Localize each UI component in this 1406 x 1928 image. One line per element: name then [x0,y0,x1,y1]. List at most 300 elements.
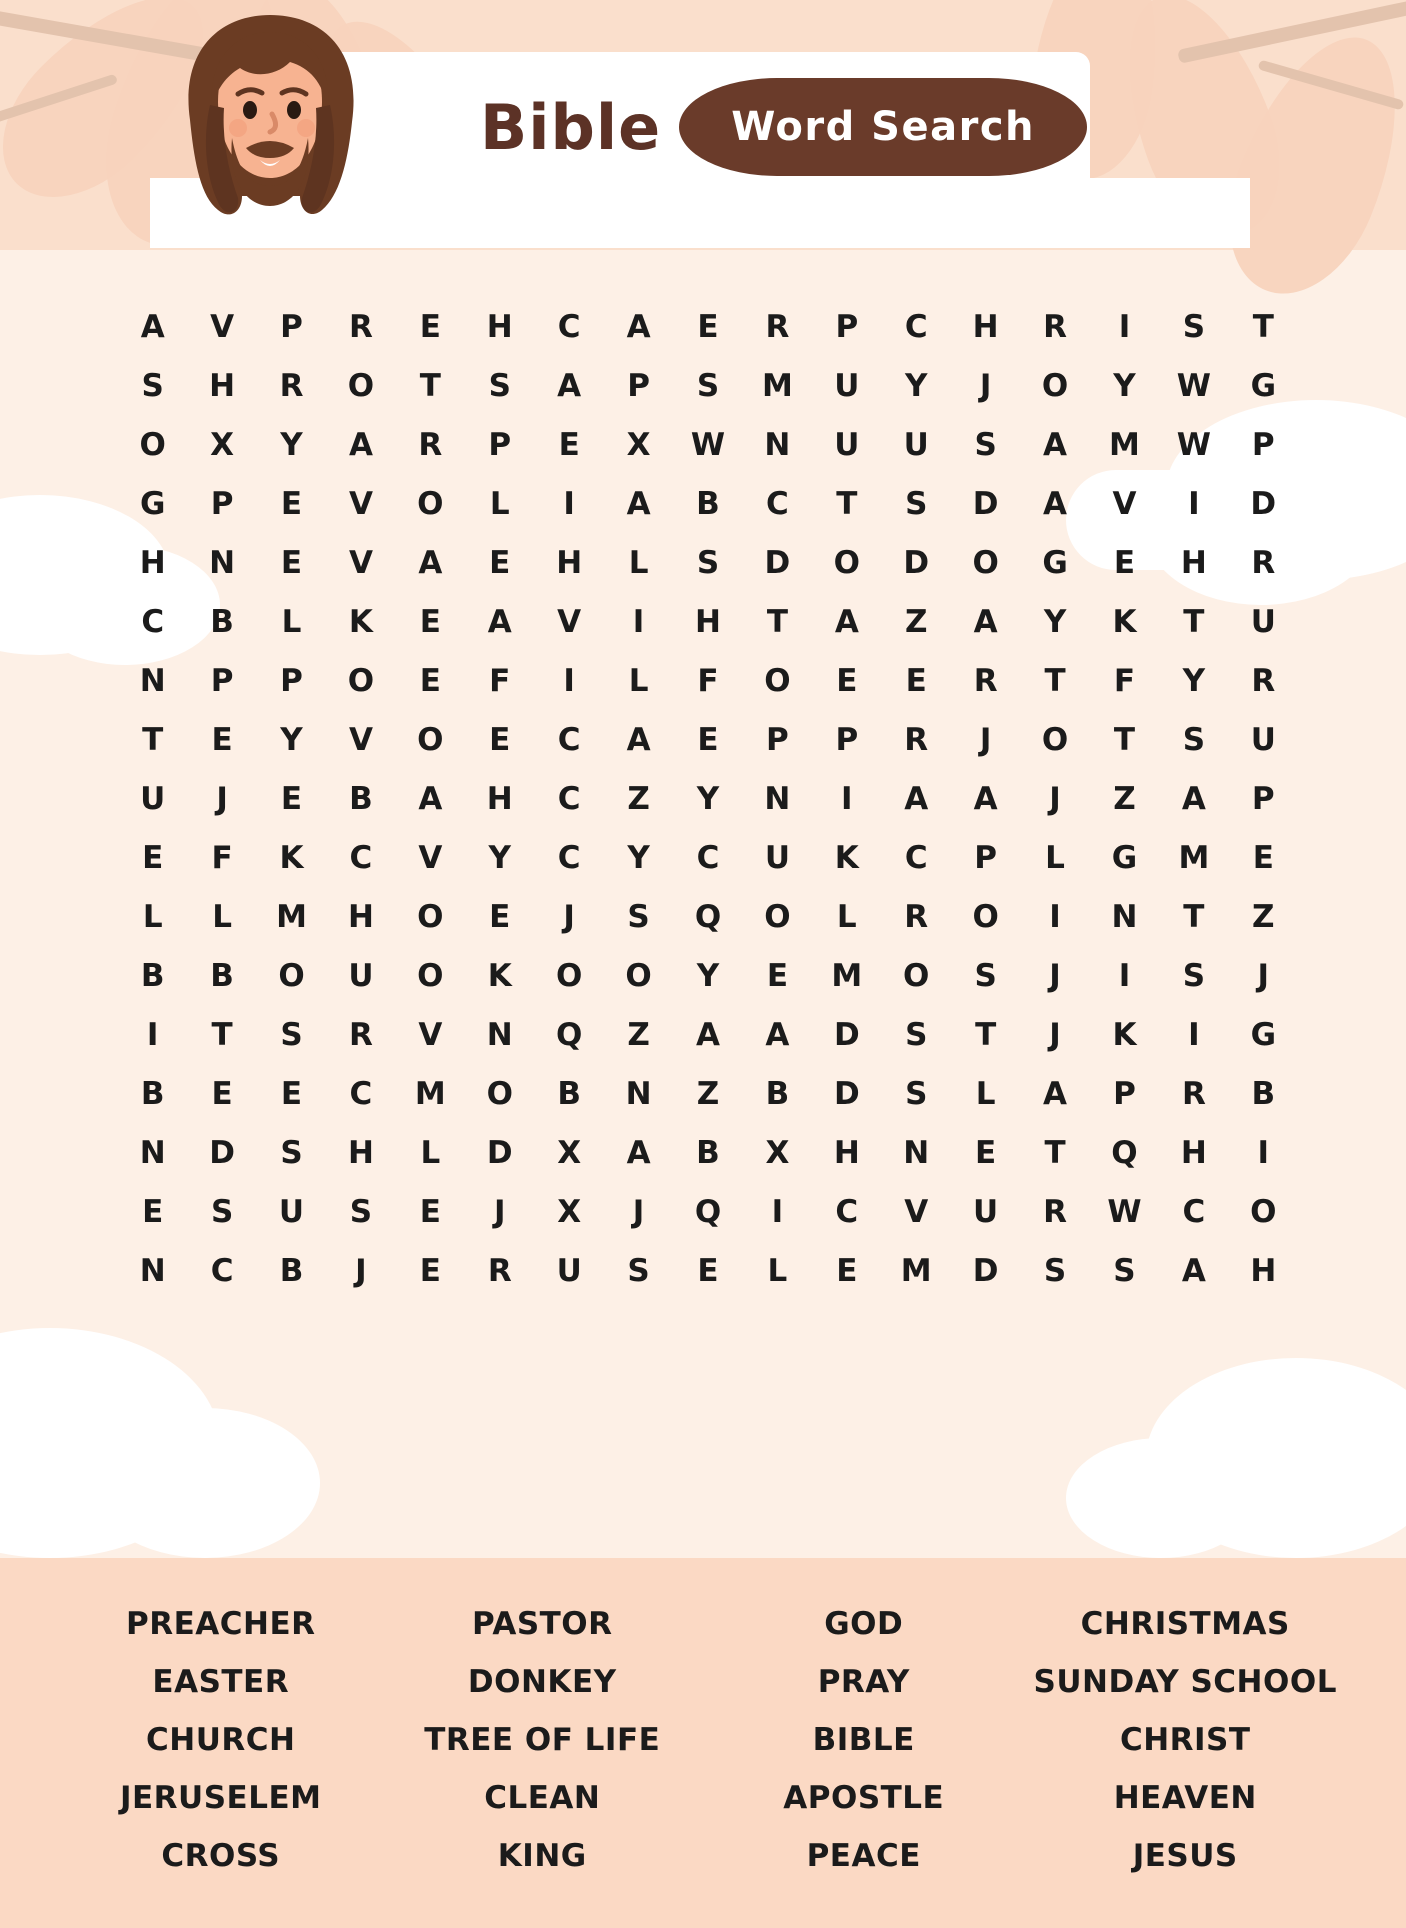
grid-letter[interactable]: I [1188,1017,1200,1053]
grid-letter[interactable]: J [632,1194,645,1230]
grid-letter[interactable]: A [348,427,373,463]
grid-letter[interactable]: Q [694,899,722,935]
grid-letter[interactable]: V [210,309,235,345]
grid-letter[interactable]: E [489,899,511,935]
grid-letter[interactable]: I [771,1194,784,1230]
grid-letter[interactable]: U [834,368,860,404]
grid-letter[interactable]: H [347,1135,374,1171]
grid-letter[interactable]: H [139,545,166,581]
grid-letter[interactable]: T [836,486,858,522]
word-list-item[interactable]: CHURCH [146,1722,296,1758]
grid-letter[interactable]: Z [627,781,650,817]
grid-letter[interactable]: H [1180,545,1207,581]
word-list-item[interactable]: APOSTLE [783,1780,945,1816]
word-list-item[interactable]: CLEAN [484,1780,601,1816]
word-list-item[interactable]: JERUSELEM [119,1780,322,1816]
word-list-item[interactable]: BIBLE [812,1722,915,1758]
grid-letter[interactable]: O [417,958,444,994]
grid-letter[interactable]: S [1182,309,1206,345]
grid-letter[interactable]: E [766,958,788,994]
grid-letter[interactable]: N [139,1253,166,1289]
grid-letter[interactable]: U [348,958,374,994]
grid-letter[interactable]: A [973,781,998,817]
grid-letter[interactable]: U [1250,604,1276,640]
grid-letter[interactable]: O [764,899,791,935]
grid-letter[interactable]: E [142,1194,164,1230]
grid-letter[interactable]: Z [1252,899,1275,935]
grid-letter[interactable]: R [1251,663,1276,699]
grid-letter[interactable]: Z [1113,781,1136,817]
grid-letter[interactable]: P [766,722,789,758]
grid-letter[interactable]: C [904,309,928,345]
grid-letter[interactable]: O [417,486,444,522]
grid-letter[interactable]: I [1118,958,1131,994]
grid-letter[interactable]: S [627,1253,650,1289]
word-list-item[interactable]: SUNDAY SCHOOL [1033,1664,1337,1700]
grid-letter[interactable]: O [347,663,375,699]
grid-letter[interactable]: U [834,427,860,463]
grid-letter[interactable]: A [418,545,443,581]
grid-letter[interactable]: K [279,840,304,876]
grid-letter[interactable]: Y [1182,663,1206,699]
grid-letter[interactable]: X [557,1135,582,1171]
grid-letter[interactable]: A [1043,486,1068,522]
grid-letter[interactable]: E [280,781,303,817]
grid-letter[interactable]: D [1250,486,1277,522]
grid-letter[interactable]: C [557,781,581,817]
grid-letter[interactable]: H [209,368,236,404]
grid-letter[interactable]: Y [488,840,511,876]
grid-letter[interactable]: S [1182,958,1206,994]
grid-letter[interactable]: J [1049,958,1061,994]
grid-letter[interactable]: D [833,1076,860,1112]
grid-letter[interactable]: N [486,1017,513,1053]
grid-letter[interactable]: P [210,663,234,699]
grid-letter[interactable]: F [1113,663,1136,699]
grid-letter[interactable]: M [414,1076,446,1112]
grid-letter[interactable]: T [1183,604,1205,640]
grid-letter[interactable]: A [1043,427,1068,463]
grid-letter[interactable]: E [905,663,927,699]
grid-letter[interactable]: B [349,781,373,817]
word-list-item[interactable]: HEAVEN [1113,1780,1257,1816]
grid-letter[interactable]: C [766,486,789,522]
grid-letter[interactable]: Q [694,1194,722,1230]
grid-letter[interactable]: X [626,427,651,463]
grid-letter[interactable]: S [696,545,720,581]
grid-letter[interactable]: A [1181,781,1206,817]
word-list-item[interactable]: CHRIST [1119,1722,1251,1758]
grid-letter[interactable]: O [417,722,444,758]
grid-letter[interactable]: A [626,486,651,522]
grid-letter[interactable]: E [489,722,511,758]
grid-letter[interactable]: R [904,899,929,935]
grid-letter[interactable]: U [278,1194,305,1230]
word-list-item[interactable]: EASTER [152,1664,290,1700]
grid-letter[interactable]: W [690,427,726,463]
grid-letter[interactable]: S [905,486,928,522]
grid-letter[interactable]: C [141,604,165,640]
grid-letter[interactable]: B [210,958,234,994]
grid-letter[interactable]: E [1252,840,1274,876]
grid-letter[interactable]: H [695,604,721,640]
grid-letter[interactable]: R [1251,545,1276,581]
grid-letter[interactable]: S [905,1017,928,1053]
grid-letter[interactable]: N [139,663,166,699]
grid-letter[interactable]: D [764,545,791,581]
grid-letter[interactable]: Y [905,368,928,404]
grid-letter[interactable]: R [349,309,373,345]
grid-letter[interactable]: O [1041,368,1069,404]
grid-letter[interactable]: I [632,604,645,640]
grid-letter[interactable]: T [419,368,441,404]
grid-letter[interactable]: L [767,1253,788,1289]
grid-letter[interactable]: E [419,604,441,640]
grid-letter[interactable]: E [489,545,511,581]
grid-letter[interactable]: N [764,427,791,463]
grid-letter[interactable]: Z [627,1017,650,1053]
grid-letter[interactable]: P [627,368,650,404]
grid-letter[interactable]: T [1252,309,1274,345]
grid-letter[interactable]: Y [280,722,303,758]
word-list-item[interactable]: PRAY [817,1664,910,1700]
grid-letter[interactable]: U [973,1194,999,1230]
grid-letter[interactable]: E [142,840,164,876]
grid-letter[interactable]: S [1113,1253,1136,1289]
grid-letter[interactable]: O [417,899,444,935]
grid-letter[interactable]: R [349,1017,373,1053]
grid-letter[interactable]: O [625,958,652,994]
grid-letter[interactable]: H [347,899,374,935]
grid-letter[interactable]: S [905,1076,928,1112]
grid-letter[interactable]: I [563,486,575,522]
grid-letter[interactable]: K [834,840,859,876]
grid-letter[interactable]: S [280,1017,303,1053]
grid-letter[interactable]: A [695,1017,720,1053]
grid-letter[interactable]: R [973,663,998,699]
grid-letter[interactable]: P [280,309,303,345]
grid-letter[interactable]: M [1178,840,1210,876]
grid-letter[interactable]: P [1113,1076,1136,1112]
grid-letter[interactable]: A [626,309,651,345]
grid-letter[interactable]: C [835,1194,859,1230]
grid-letter[interactable]: E [211,1076,233,1112]
grid-letter[interactable]: Y [627,840,650,876]
grid-letter[interactable]: L [212,899,232,935]
grid-letter[interactable]: E [558,427,580,463]
grid-letter[interactable]: B [765,1076,790,1112]
grid-letter[interactable]: W [1176,368,1211,404]
grid-letter[interactable]: C [557,309,581,345]
grid-letter[interactable]: L [1045,840,1065,876]
grid-letter[interactable]: G [1111,840,1138,876]
grid-letter[interactable]: E [697,309,719,345]
grid-letter[interactable]: N [139,1135,166,1171]
grid-letter[interactable]: U [140,781,166,817]
grid-letter[interactable]: P [488,427,512,463]
grid-letter[interactable]: H [972,309,999,345]
grid-letter[interactable]: Z [696,1076,720,1112]
grid-letter[interactable]: B [696,486,720,522]
word-list-item[interactable]: PEACE [806,1838,921,1874]
grid-letter[interactable]: A [487,604,512,640]
grid-letter[interactable]: T [142,722,164,758]
grid-letter[interactable]: O [555,958,583,994]
grid-letter[interactable]: O [1041,722,1069,758]
grid-letter[interactable]: C [349,1076,373,1112]
grid-letter[interactable]: E [1113,545,1136,581]
grid-letter[interactable]: R [1181,1076,1206,1112]
grid-letter[interactable]: M [900,1253,932,1289]
word-list-item[interactable]: PREACHER [125,1606,316,1642]
word-list-item[interactable]: CROSS [161,1838,281,1874]
grid-letter[interactable]: N [625,1076,652,1112]
grid-letter[interactable]: B [279,1253,304,1289]
grid-letter[interactable]: P [210,486,234,522]
grid-letter[interactable]: D [209,1135,235,1171]
grid-letter[interactable]: A [904,781,929,817]
grid-letter[interactable]: H [833,1135,860,1171]
grid-letter[interactable]: F [211,840,233,876]
grid-letter[interactable]: R [279,368,304,404]
grid-letter[interactable]: S [627,899,650,935]
grid-letter[interactable]: D [486,1135,513,1171]
grid-letter[interactable]: V [348,545,373,581]
grid-letter[interactable]: G [1250,1017,1277,1053]
word-list-item[interactable]: JESUS [1132,1838,1238,1874]
grid-letter[interactable]: C [210,1253,234,1289]
grid-letter[interactable]: S [974,427,997,463]
grid-letter[interactable]: A [557,368,582,404]
grid-letter[interactable]: P [280,663,303,699]
grid-letter[interactable]: H [1180,1135,1207,1171]
word-list-item[interactable]: TREE OF LIFE [424,1722,661,1758]
grid-letter[interactable]: T [1044,1135,1066,1171]
grid-letter[interactable]: I [1188,486,1200,522]
grid-letter[interactable]: I [1118,309,1131,345]
grid-letter[interactable]: B [140,958,165,994]
grid-letter[interactable]: T [766,604,788,640]
grid-letter[interactable]: A [626,1135,651,1171]
grid-letter[interactable]: P [974,840,997,876]
grid-letter[interactable]: W [1176,427,1211,463]
grid-letter[interactable]: U [764,840,790,876]
grid-letter[interactable]: P [835,722,859,758]
grid-letter[interactable]: N [764,781,791,817]
word-list-item[interactable]: PASTOR [471,1606,613,1642]
grid-letter[interactable]: E [419,309,441,345]
grid-letter[interactable]: S [349,1194,373,1230]
grid-letter[interactable]: O [347,368,375,404]
grid-letter[interactable]: B [210,604,234,640]
grid-letter[interactable]: Q [1111,1135,1138,1171]
grid-letter[interactable]: R [487,1253,512,1289]
word-list-item[interactable]: GOD [824,1606,904,1642]
grid-letter[interactable]: U [903,427,929,463]
grid-letter[interactable]: E [280,486,303,522]
grid-letter[interactable]: S [141,368,164,404]
grid-letter[interactable]: J [493,1194,506,1230]
grid-letter[interactable]: E [975,1135,997,1171]
word-list-item[interactable]: KING [497,1838,587,1874]
grid-letter[interactable]: U [556,1253,582,1289]
word-list-item[interactable]: DONKEY [467,1664,617,1700]
grid-letter[interactable]: E [419,663,441,699]
grid-letter[interactable]: N [209,545,236,581]
grid-letter[interactable]: O [486,1076,513,1112]
grid-letter[interactable]: Q [555,1017,583,1053]
grid-letter[interactable]: N [1111,899,1138,935]
grid-letter[interactable]: K [348,604,373,640]
grid-letter[interactable]: K [487,958,512,994]
grid-letter[interactable]: V [418,1017,443,1053]
grid-letter[interactable]: S [974,958,997,994]
grid-letter[interactable]: Y [696,781,720,817]
grid-letter[interactable]: M [831,958,863,994]
grid-letter[interactable]: J [1049,1017,1061,1053]
grid-letter[interactable]: E [697,1253,719,1289]
grid-letter[interactable]: S [210,1194,234,1230]
grid-letter[interactable]: Y [696,958,720,994]
grid-letter[interactable]: A [1181,1253,1206,1289]
grid-letter[interactable]: V [904,1194,929,1230]
grid-letter[interactable]: D [833,1017,860,1053]
grid-letter[interactable]: S [1182,722,1206,758]
grid-letter[interactable]: C [349,840,373,876]
grid-letter[interactable]: E [419,1253,441,1289]
grid-letter[interactable]: H [1250,1253,1277,1289]
grid-letter[interactable]: V [348,722,373,758]
grid-letter[interactable]: L [628,663,649,699]
grid-letter[interactable]: M [761,368,793,404]
grid-letter[interactable]: R [765,309,790,345]
grid-letter[interactable]: P [1251,427,1275,463]
grid-letter[interactable]: H [556,545,583,581]
grid-letter[interactable]: D [972,1253,999,1289]
grid-letter[interactable]: L [142,899,163,935]
grid-letter[interactable]: I [841,781,853,817]
grid-letter[interactable]: H [486,781,513,817]
grid-letter[interactable]: E [697,722,719,758]
grid-letter[interactable]: F [489,663,511,699]
grid-letter[interactable]: L [836,899,857,935]
grid-letter[interactable]: X [557,1194,582,1230]
grid-letter[interactable]: S [1043,1253,1067,1289]
grid-letter[interactable]: C [1182,1194,1206,1230]
grid-letter[interactable]: Y [1043,604,1067,640]
grid-letter[interactable]: N [903,1135,930,1171]
grid-letter[interactable]: L [281,604,302,640]
grid-letter[interactable]: Z [904,604,928,640]
grid-letter[interactable]: M [1109,427,1140,463]
grid-letter[interactable]: A [140,309,165,345]
grid-letter[interactable]: K [1112,1017,1137,1053]
grid-letter[interactable]: B [140,1076,165,1112]
grid-letter[interactable]: C [557,722,581,758]
grid-letter[interactable]: S [696,368,720,404]
grid-letter[interactable]: E [280,545,303,581]
grid-letter[interactable]: O [903,958,930,994]
grid-letter[interactable]: X [765,1135,790,1171]
grid-letter[interactable]: P [835,309,859,345]
grid-letter[interactable]: S [280,1135,303,1171]
grid-letter[interactable]: B [1251,1076,1276,1112]
grid-letter[interactable]: R [418,427,443,463]
grid-letter[interactable]: E [211,722,233,758]
grid-letter[interactable]: P [1251,781,1275,817]
grid-letter[interactable]: R [1043,1194,1067,1230]
grid-letter[interactable]: R [1043,309,1067,345]
grid-letter[interactable]: E [419,1194,441,1230]
grid-letter[interactable]: A [834,604,859,640]
grid-letter[interactable]: L [420,1135,441,1171]
grid-letter[interactable]: D [972,486,999,522]
grid-letter[interactable]: Y [1113,368,1136,404]
grid-letter[interactable]: J [563,899,575,935]
grid-letter[interactable]: A [1043,1076,1068,1112]
grid-letter[interactable]: V [1112,486,1137,522]
grid-letter[interactable]: J [979,722,992,758]
grid-letter[interactable]: E [836,1253,858,1289]
word-search-grid[interactable] [118,310,1298,1288]
grid-letter[interactable]: A [626,722,651,758]
grid-letter[interactable]: W [1107,1194,1142,1230]
grid-letter[interactable]: I [563,663,575,699]
grid-letter[interactable]: U [1250,722,1276,758]
grid-letter[interactable]: D [903,545,930,581]
grid-letter[interactable]: V [418,840,443,876]
grid-letter[interactable]: J [355,1253,367,1289]
word-list-item[interactable]: CHRISTMAS [1080,1606,1290,1642]
grid-letter[interactable]: O [972,899,999,935]
grid-letter[interactable]: T [1183,899,1205,935]
grid-letter[interactable]: X [210,427,235,463]
grid-letter[interactable]: L [628,545,649,581]
grid-letter[interactable]: A [973,604,998,640]
grid-letter[interactable]: O [972,545,999,581]
grid-letter[interactable]: J [979,368,992,404]
grid-letter[interactable]: E [280,1076,303,1112]
grid-letter[interactable]: T [211,1017,233,1053]
grid-letter[interactable]: V [557,604,582,640]
grid-letter[interactable]: F [697,663,719,699]
grid-letter[interactable]: C [557,840,581,876]
grid-letter[interactable]: O [764,663,791,699]
grid-letter[interactable]: I [146,1017,159,1053]
grid-letter[interactable]: R [904,722,929,758]
grid-letter[interactable]: O [1250,1194,1277,1230]
grid-letter[interactable]: O [833,545,860,581]
grid-letter[interactable]: G [139,486,166,522]
grid-letter[interactable]: B [696,1135,720,1171]
grid-letter[interactable]: Y [280,427,303,463]
grid-letter[interactable]: G [1250,368,1277,404]
grid-letter[interactable]: G [1042,545,1068,581]
grid-letter[interactable]: E [836,663,858,699]
grid-letter[interactable]: O [139,427,166,463]
grid-letter[interactable]: S [488,368,511,404]
grid-letter[interactable]: L [975,1076,996,1112]
grid-letter[interactable]: K [1112,604,1137,640]
grid-letter[interactable]: L [489,486,510,522]
grid-letter[interactable]: T [1044,663,1066,699]
grid-letter[interactable]: J [1049,781,1061,817]
grid-letter[interactable]: O [278,958,305,994]
grid-letter[interactable]: M [276,899,307,935]
grid-letter[interactable]: J [216,781,228,817]
grid-letter[interactable]: A [765,1017,790,1053]
grid-letter[interactable]: C [904,840,928,876]
